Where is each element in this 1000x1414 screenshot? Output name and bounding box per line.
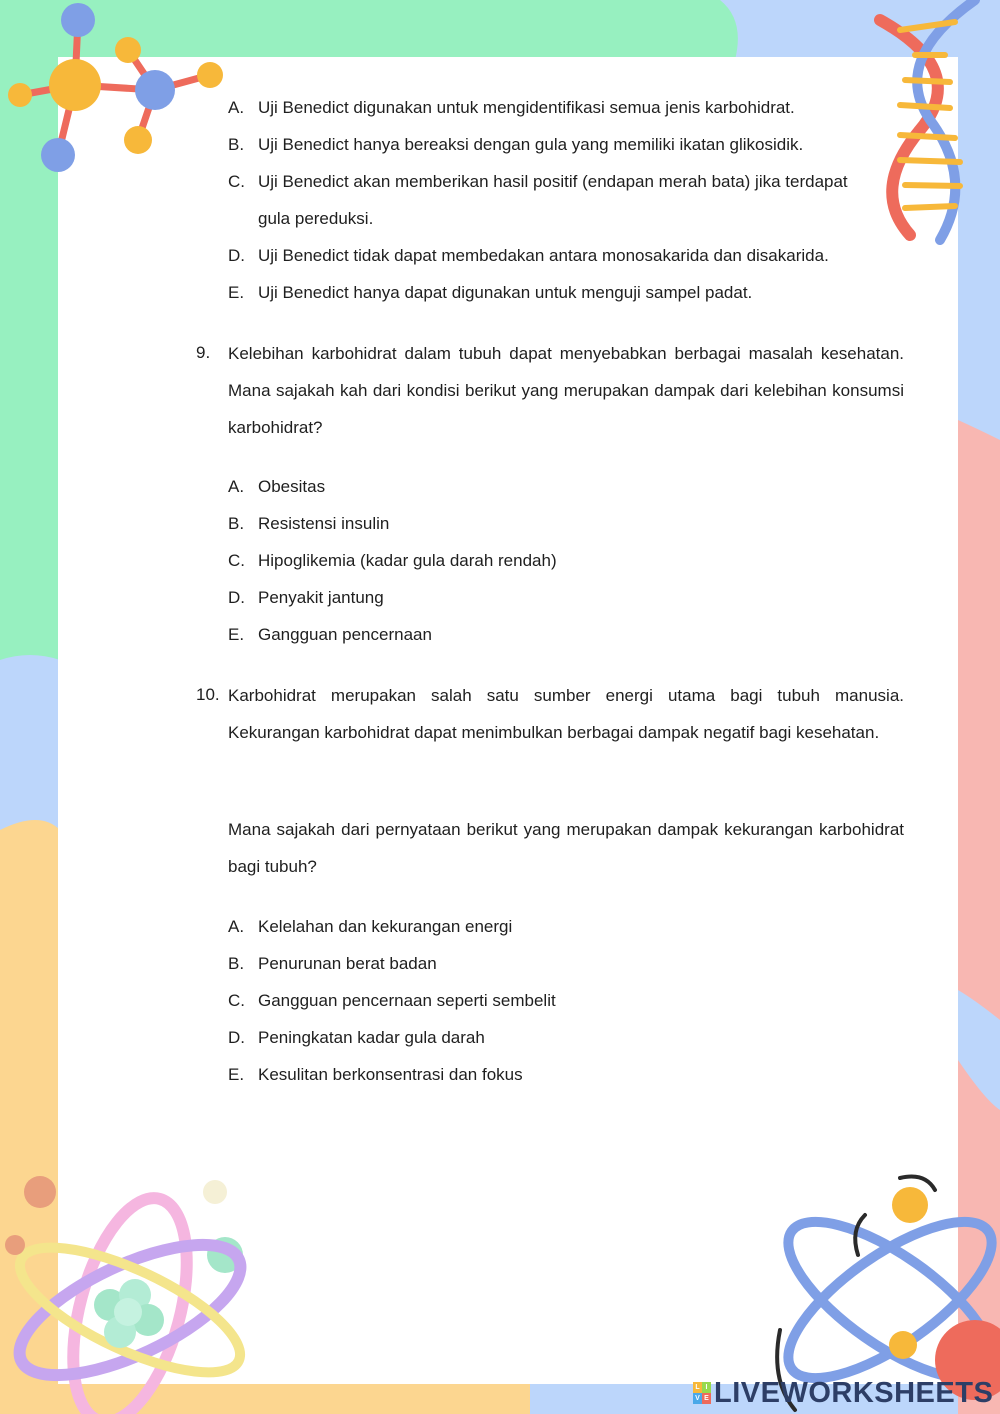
option-letter: B. xyxy=(228,954,245,973)
option-letter: A. xyxy=(228,917,245,936)
option-text-continued: gula pereduksi. xyxy=(258,209,374,228)
q8-option-d xyxy=(228,244,829,268)
q9-option-c xyxy=(228,549,557,573)
option-text: Kesulitan berkonsentrasi dan fokus xyxy=(258,1065,523,1084)
option-text: Uji Benedict akan memberikan hasil positif (endapan merah bata) jika terdapat xyxy=(258,172,848,191)
q8-option-b xyxy=(228,133,803,157)
q9-option-e xyxy=(228,623,432,647)
q10-option-e xyxy=(228,1063,523,1087)
option-letter: A. xyxy=(228,477,245,496)
option-text: Kelelahan dan kekurangan energi xyxy=(258,917,513,936)
q10-option-d xyxy=(228,1026,485,1050)
q9-option-a xyxy=(228,475,325,499)
q8-option-c xyxy=(228,170,848,231)
liveworksheets-logo[interactable] xyxy=(693,1376,993,1410)
option-text: Obesitas xyxy=(258,477,326,496)
q10-option-a xyxy=(228,915,512,939)
option-text: Penurunan berat badan xyxy=(258,954,437,973)
option-text: Hipoglikemia (kadar gula darah rendah) xyxy=(258,551,557,570)
q10-option-c xyxy=(228,989,556,1013)
option-letter: D. xyxy=(228,246,245,265)
option-letter: E. xyxy=(228,283,245,302)
option-text: Gangguan pencernaan seperti sembelit xyxy=(258,991,556,1010)
option-letter: C. xyxy=(228,551,245,570)
question-text: Kelebihan karbohidrat dalam tubuh dapat menyebabkan berbagai masalah kesehatan. Mana sajakah kah dari kondisi berikut yang merupakan dampak dari kelebihan konsumsi karbohidrat? xyxy=(228,344,904,437)
liveworksheets-mark-icon: L I V E xyxy=(693,1382,711,1404)
option-text: Uji Benedict hanya dapat digunakan untuk menguji sampel padat. xyxy=(258,283,753,302)
option-text: Peningkatan kadar gula darah xyxy=(258,1028,485,1047)
option-letter: A. xyxy=(228,98,245,117)
question-text: Karbohidrat merupakan salah satu sumber energi utama bagi tubuh manusia. Kekurangan karbohidrat dapat menimbulkan berbagai dampak negatif bagi kesehatan. xyxy=(228,686,904,742)
question-number: 10. xyxy=(196,685,220,704)
option-letter: E. xyxy=(228,1065,245,1084)
q10-option-b xyxy=(228,952,437,976)
option-text: Penyakit jantung xyxy=(258,588,384,607)
question-number: 9. xyxy=(196,343,211,362)
option-letter: D. xyxy=(228,1028,245,1047)
q9-option-b xyxy=(228,512,389,536)
q9-option-d xyxy=(228,586,384,610)
question-10 xyxy=(196,683,904,751)
option-letter: C. xyxy=(228,991,245,1010)
q8-option-e xyxy=(228,281,752,305)
option-letter: B. xyxy=(228,135,245,154)
option-text: Uji Benedict digunakan untuk mengidentifikasi semua jenis karbohidrat. xyxy=(258,98,795,117)
option-text: Uji Benedict hanya bereaksi dengan gula yang memiliki ikatan glikosidik. xyxy=(258,135,804,154)
option-letter: D. xyxy=(228,588,245,607)
logo-text: LIVEWORKSHEETS xyxy=(714,1376,994,1409)
option-letter: B. xyxy=(228,514,245,533)
option-text: Resistensi insulin xyxy=(258,514,390,533)
option-text: Gangguan pencernaan xyxy=(258,625,432,644)
option-letter: E. xyxy=(228,625,245,644)
q8-option-a xyxy=(228,96,795,120)
option-letter: C. xyxy=(228,172,245,191)
question-10-prompt: Mana sajakah dari pernyataan berikut yang merupakan dampak kekurangan karbohidrat bagi tubuh? xyxy=(228,820,904,876)
option-text: Uji Benedict tidak dapat membedakan antara monosakarida dan disakarida. xyxy=(258,246,829,265)
question-9 xyxy=(196,341,904,446)
